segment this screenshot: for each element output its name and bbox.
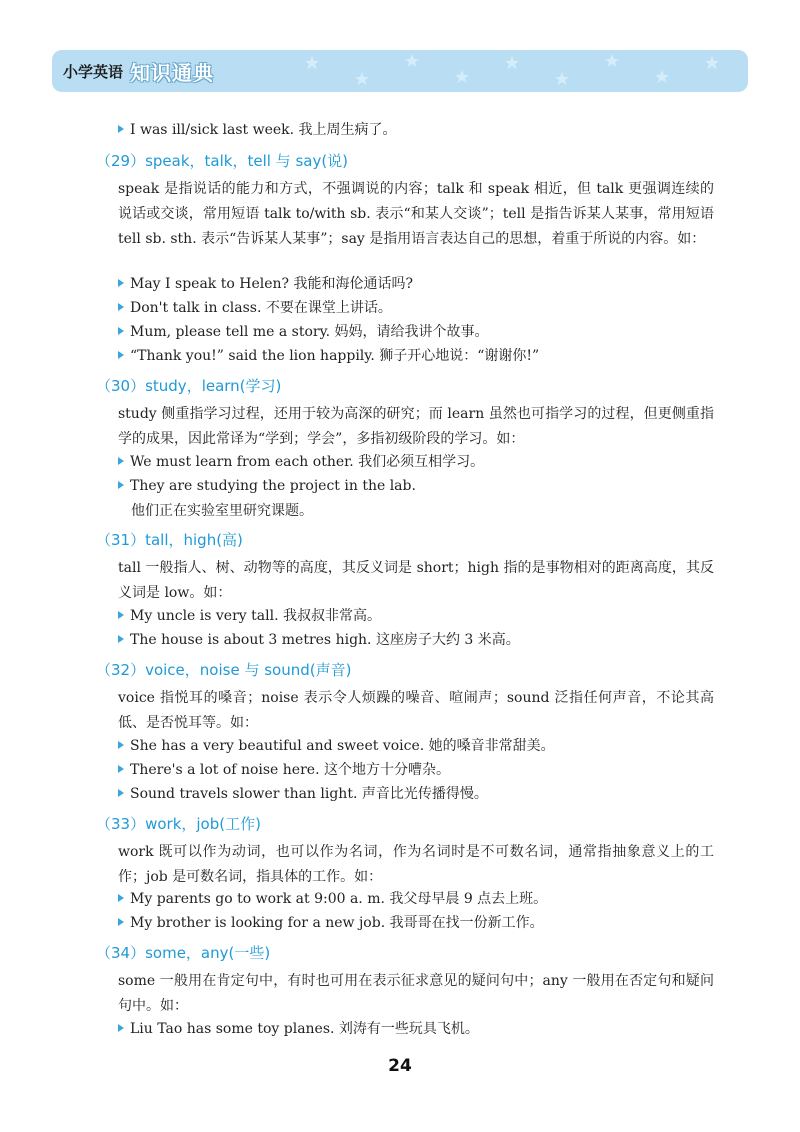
- triangle-bullet-icon: [118, 741, 124, 749]
- triangle-bullet-icon: [118, 125, 124, 133]
- example-line: “Thank you!” said the lion happily. 狮子开心地说：“谢谢你!”: [118, 346, 539, 366]
- example-line: They are studying the project in the lab.: [118, 476, 416, 496]
- page-number: 24: [388, 1056, 412, 1076]
- example-line: Mum, please tell me a story. 妈妈，请给我讲个故事。: [118, 322, 489, 342]
- section-heading: （30）study，learn(学习): [96, 377, 282, 395]
- example-line: My brother is looking for a new job. 我哥哥在找一份新工作。: [118, 913, 544, 933]
- section-paragraph: tall 一般指人、树、动物等的高度，其反义词是 short；high 指的是事物相对的距离高度，其反义词是 low。如：: [118, 560, 714, 601]
- triangle-bullet-icon: [118, 635, 124, 643]
- section-heading: （29）speak，talk，tell 与 say(说): [96, 152, 349, 170]
- triangle-bullet-icon: [118, 918, 124, 926]
- example-line: The house is about 3 metres high. 这座房子大约 3 米高。: [118, 630, 520, 650]
- example-line: We must learn from each other. 我们必须互相学习。: [118, 452, 484, 472]
- triangle-bullet-icon: [118, 303, 124, 311]
- series-label: 小学英语: [63, 62, 124, 81]
- example-line: Don't talk in class. 不要在课堂上讲话。: [118, 298, 392, 318]
- triangle-bullet-icon: [118, 327, 124, 335]
- example-line: Liu Tao has some toy planes. 刘涛有一些玩具飞机。: [118, 1019, 479, 1039]
- example-line: My uncle is very tall. 我叔叔非常高。: [118, 606, 381, 626]
- triangle-bullet-icon: [118, 894, 124, 902]
- triangle-bullet-icon: [118, 279, 124, 287]
- section-heading: （34）some，any(一些): [96, 944, 271, 962]
- triangle-bullet-icon: [118, 351, 124, 359]
- triangle-bullet-icon: [118, 789, 124, 797]
- section-paragraph: some 一般用在肯定句中，有时也可用在表示征求意见的疑问句中；any 一般用在否定句和疑问句中。如：: [118, 973, 714, 1014]
- example-line: She has a very beautiful and sweet voice. 她的嗓音非常甜美。: [118, 736, 555, 756]
- star-pattern-decoration: [292, 50, 748, 92]
- section-heading: （33）work，job(工作): [96, 815, 261, 833]
- example-line: My parents go to work at 9:00 a. m. 我父母早晨 9 点去上班。: [118, 889, 547, 909]
- example-line: I was ill/sick last week. 我上周生病了。: [118, 120, 397, 140]
- section-paragraph: speak 是指说话的能力和方式，不强调说的内容；talk 和 speak 相近，但 talk 更强调连续的说话或交谈，常用短语 talk to/with sb. 表示“和某人交谈”；tell 是指告诉某人某事，常用短语 tell sb. sth. 表示“告诉某人某事”；say 是指用语言表达自己的思想，着重于所说的内容。如：: [118, 181, 714, 247]
- section-paragraph: voice 指悦耳的嗓音；noise 表示令人烦躁的噪音、喧闹声；sound 泛指任何声音，不论其高低、是否悦耳等。如：: [118, 690, 714, 731]
- triangle-bullet-icon: [118, 457, 124, 465]
- example-line: There's a lot of noise here. 这个地方十分嘈杂。: [118, 760, 450, 780]
- section-heading: （31）tall，high(高): [96, 531, 243, 549]
- section-paragraph: work 既可以作为动词，也可以作为名词，作为名词时是不可数名词，通常指抽象意义上的工作；job 是可数名词，指具体的工作。如：: [118, 844, 714, 885]
- triangle-bullet-icon: [118, 611, 124, 619]
- triangle-bullet-icon: [118, 765, 124, 773]
- section-heading: （32）voice，noise 与 sound(声音): [96, 661, 352, 679]
- book-title: 知识通典: [130, 60, 215, 85]
- triangle-bullet-icon: [118, 481, 124, 489]
- triangle-bullet-icon: [118, 1024, 124, 1032]
- section-paragraph: study 侧重指学习过程，还用于较为高深的研究；而 learn 虽然也可指学习的过程，但更侧重指学的成果，因此常译为“学到；学会”，多指初级阶段的学习。如：: [118, 406, 714, 447]
- example-line: Sound travels slower than light. 声音比光传播得慢。: [118, 784, 488, 804]
- header-banner: [52, 50, 748, 92]
- example-line: May I speak to Helen? 我能和海伦通话吗?: [118, 274, 413, 294]
- example-translation: 他们正在实验室里研究课题。: [131, 503, 313, 519]
